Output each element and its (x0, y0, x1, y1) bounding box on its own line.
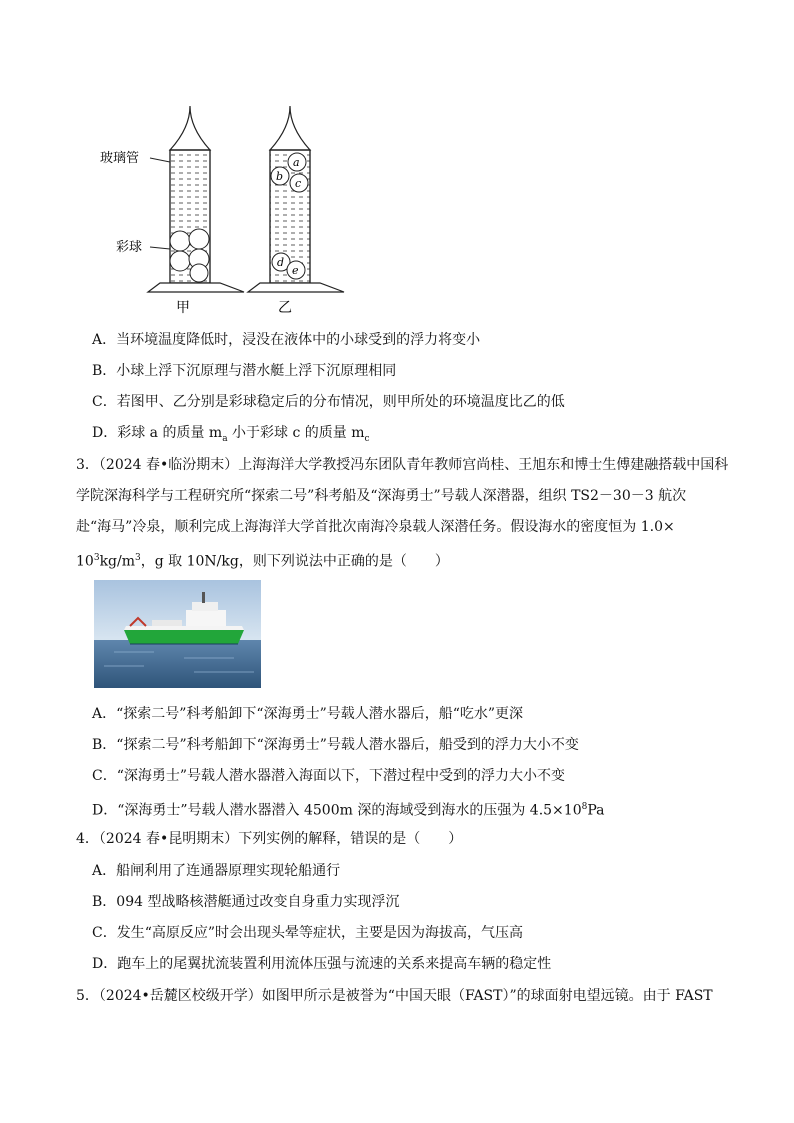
q3-d-text: D．“深海勇士”号载人潜水器潜入 4500m 深的海域受到海水的压强为 4.5×10 (92, 802, 582, 819)
caption-yi: 乙 (278, 300, 292, 316)
q2-option-c: C．若图甲、乙分别是彩球稳定后的分布情况，则甲所处的环境温度比乙的低 (92, 394, 565, 410)
q3-option-a: A．“探索二号”科考船卸下“深海勇士”号载人潜水器后，船“吃水”更深 (92, 706, 524, 722)
tube-left (148, 106, 244, 292)
q3-option-d (92, 797, 604, 821)
q3-stem-line2: 学院深海科学与工程研究所“探索二号”科考船及“深海勇士”号载人深潜器，组织 TS2－30－3 航次 (76, 488, 687, 504)
caption-jia: 甲 (176, 300, 190, 316)
q3-l4-sup2: 3 (135, 553, 141, 563)
q2-d-text2: 小于彩球 c 的质量 m (227, 425, 365, 441)
ball-b-label: b (276, 170, 284, 183)
q3-stem-line3: 赴“海马”冷泉，顺利完成上海海洋大学首批次南海冷泉载人深潜任务。假设海水的密度恒为 1.0× (76, 519, 675, 535)
q3-option-b: B．“探索二号”科考船卸下“深海勇士”号载人潜水器后，船受到的浮力大小不变 (92, 737, 579, 753)
tube-right (248, 106, 344, 292)
q3-stem-line4 (76, 548, 449, 572)
q3-stem-line1: 3．（2024 春•临汾期末）上海海洋大学教授冯东团队青年教师宫尚桂、王旭东和博士生傅建融搭载中国科 (76, 457, 729, 473)
q2-d-text1: D．彩球 a 的质量 m (92, 425, 223, 441)
q4-option-d: D．跑车上的尾翼扰流装置利用流体压强与流速的关系来提高车辆的稳定性 (92, 956, 552, 972)
q3-l4-c: ，g 取 10N/kg，则下列说法中正确的是（ ） (140, 553, 449, 570)
ball-c-label: c (295, 177, 302, 190)
q2-d-sub-a: a (222, 433, 228, 444)
q3-d-sup: 8 (581, 802, 588, 812)
q4-option-c: C．发生“高原反应”时会出现头晕等症状，主要是因为海拔高，气压高 (92, 925, 524, 941)
q3-l4-sup1: 3 (93, 553, 100, 563)
q2-option-b: B．小球上浮下沉原理与潜水艇上浮下沉原理相同 (92, 363, 397, 379)
q2-option-d (92, 423, 370, 449)
q4-stem: 4．（2024 春•昆明期末）下列实例的解释，错误的是（ ） (76, 831, 463, 847)
ball-a-label: a (293, 156, 300, 169)
ball-d-label: d (277, 256, 285, 269)
ball-e-label: e (292, 264, 299, 277)
ship-image (94, 580, 261, 688)
research-ship-photo (94, 580, 261, 688)
q3-option-c: C．“深海勇士”号载人潜水器潜入海面以下，下潜过程中受到的浮力大小不变 (92, 768, 566, 784)
q5-stem: 5．（2024•岳麓区校级开学）如图甲所示是被誉为“中国天眼（FAST）”的球面射电望远镜。由于 FAST (76, 988, 713, 1004)
tube-diagram (98, 98, 348, 320)
q3-l4-a: 10 (76, 553, 94, 570)
q3-d-unit: Pa (587, 802, 605, 819)
q4-option-a: A．船闸利用了连通器原理实现轮船通行 (92, 863, 341, 879)
q2-d-sub-c: c (364, 433, 370, 444)
q2-option-a: A．当环境温度降低时，浸没在液体中的小球受到的浮力将变小 (92, 332, 481, 348)
glass-tube-figure (98, 98, 348, 320)
label-glass-tube: 玻璃管 (100, 151, 140, 166)
q4-option-b: B．094 型战略核潜艇通过改变自身重力实现浮沉 (92, 894, 400, 910)
q3-l4-b: kg/m (99, 553, 135, 570)
label-colored-ball: 彩球 (116, 240, 143, 255)
